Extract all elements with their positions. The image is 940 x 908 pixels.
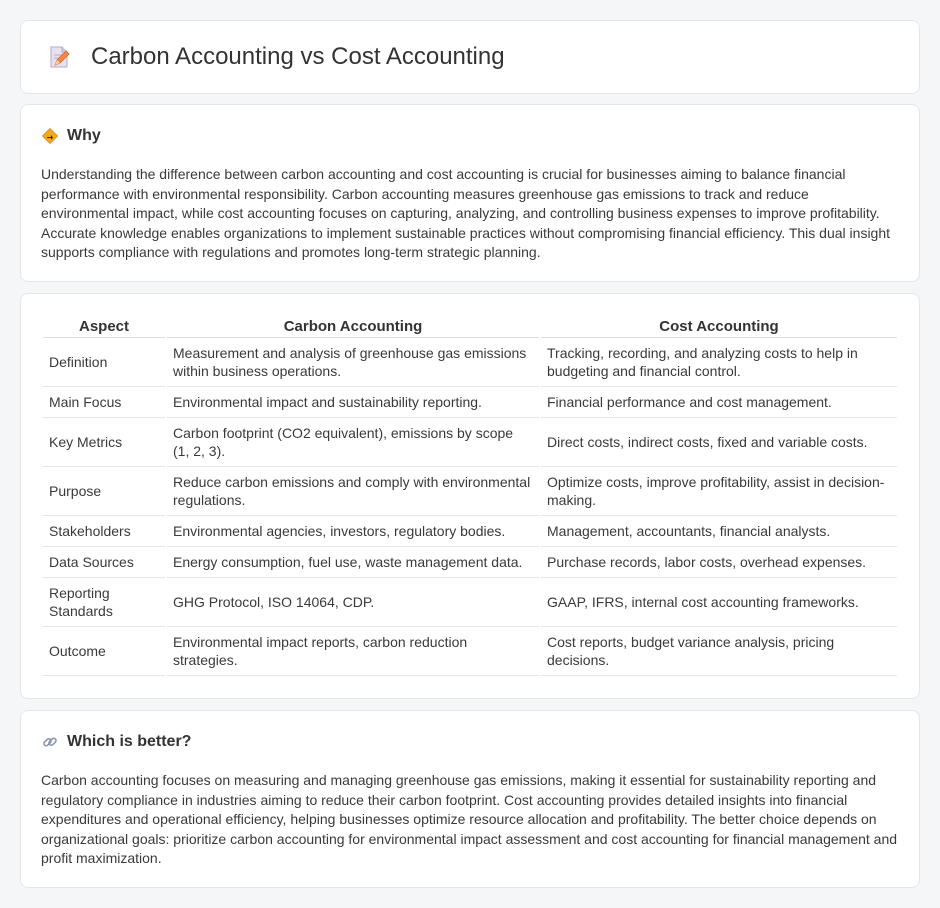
table-cell: Purchase records, labor costs, overhead expenses. (541, 547, 897, 578)
column-header-aspect: Aspect (43, 316, 165, 338)
table-cell: Reduce carbon emissions and comply with environmental regulations. (167, 467, 539, 516)
better-heading (41, 733, 899, 751)
table-cell: Main Focus (43, 387, 165, 418)
comparison-table (41, 316, 899, 676)
why-section (20, 104, 920, 282)
table-cell: Direct costs, indirect costs, fixed and variable costs. (541, 418, 897, 467)
table-cell: Environmental impact reports, carbon reduction strategies. (167, 627, 539, 676)
page-title: Carbon Accounting vs Cost Accounting (91, 43, 505, 70)
table-row (43, 516, 897, 547)
table-row (43, 627, 897, 676)
table-cell: Energy consumption, fuel use, waste management data. (167, 547, 539, 578)
table-cell: Key Metrics (43, 418, 165, 467)
table-cell: Financial performance and cost management. (541, 387, 897, 418)
table-row (43, 467, 897, 516)
diamond-sign-icon (41, 127, 59, 145)
why-heading (41, 127, 899, 145)
table-row (43, 547, 897, 578)
better-text: Carbon accounting focuses on measuring and managing greenhouse gas emissions, making it essential for sustainability reporting and regulatory compliance in industries aiming to reduce their carbon footprint. Cost accounting provides detailed insights into financial expenditures and operational efficiency, helping businesses optimize resource allocation and profitability. The better choice depends on organizational goals: prioritize carbon accounting for environmental impact assessment and cost accounting for financial management and profit maximization. (41, 772, 898, 866)
table-cell: Measurement and analysis of greenhouse gas emissions within business operations. (167, 338, 539, 387)
which-is-better-section (20, 710, 920, 888)
table-row (43, 418, 897, 467)
table-cell: GHG Protocol, ISO 14064, CDP. (167, 578, 539, 627)
table-cell: Reporting Standards (43, 578, 165, 627)
header-card (20, 20, 920, 94)
column-header-cost: Cost Accounting (541, 316, 897, 338)
column-header-carbon: Carbon Accounting (167, 316, 539, 338)
table-cell: Purpose (43, 467, 165, 516)
table-cell: Data Sources (43, 547, 165, 578)
pencil-document-icon (45, 43, 73, 71)
table-cell: Carbon footprint (CO2 equivalent), emissions by scope (1, 2, 3). (167, 418, 539, 467)
comparison-table-card (20, 293, 920, 699)
table-cell: Outcome (43, 627, 165, 676)
table-row (43, 387, 897, 418)
table-cell: Cost reports, budget variance analysis, pricing decisions. (541, 627, 897, 676)
table-row (43, 338, 897, 387)
table-row (43, 578, 897, 627)
why-text: Understanding the difference between carbon accounting and cost accounting is crucial for businesses aiming to balance financial performance with environmental responsibility. Carbon accounting measures greenhouse gas emissions to track and reduce environmental impact, while cost accounting focuses on capturing, analyzing, and controlling business expenses to improve profitability. Accurate knowledge enables organizations to implement sustainable practices without compromising financial efficiency. This dual insight supports compliance with regulations and promotes long-term strategic planning. (41, 166, 891, 260)
table-cell: Optimize costs, improve profitability, assist in decision-making. (541, 467, 897, 516)
table-cell: Environmental agencies, investors, regulatory bodies. (167, 516, 539, 547)
table-cell: Definition (43, 338, 165, 387)
table-cell: GAAP, IFRS, internal cost accounting frameworks. (541, 578, 897, 627)
table-header-row (43, 316, 897, 338)
table-cell: Tracking, recording, and analyzing costs to help in budgeting and financial control. (541, 338, 897, 387)
why-title: Why (67, 127, 101, 144)
better-title: Which is better? (67, 733, 192, 750)
table-cell: Environmental impact and sustainability reporting. (167, 387, 539, 418)
link-icon (41, 733, 59, 751)
table-cell: Stakeholders (43, 516, 165, 547)
table-cell: Management, accountants, financial analysts. (541, 516, 897, 547)
